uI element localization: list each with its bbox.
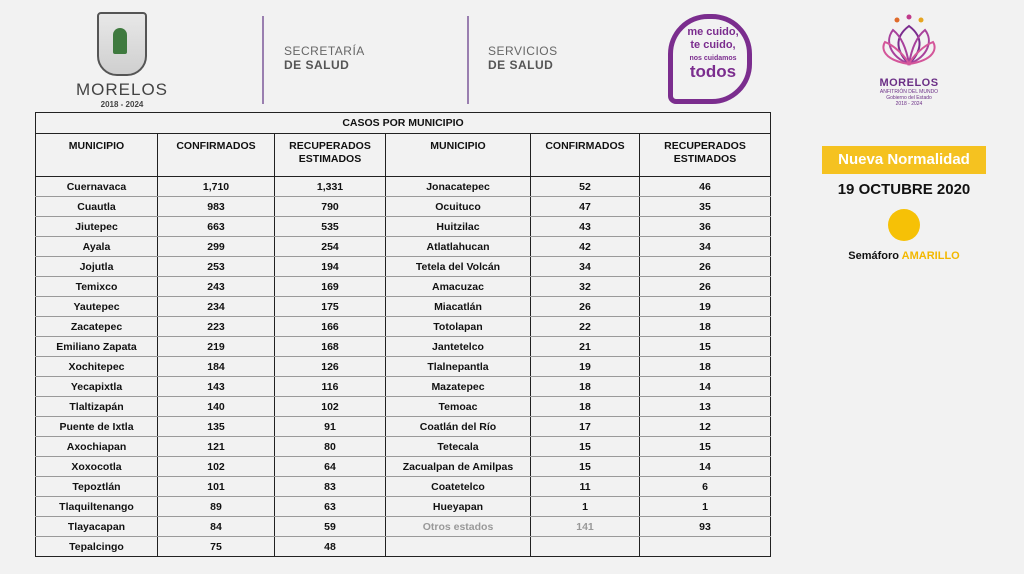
confirmados-cell: 15	[531, 437, 640, 457]
municipio-cell: Tetela del Volcán	[386, 257, 531, 277]
recuperados-cell: 93	[640, 517, 771, 537]
confirmados-cell: 89	[158, 497, 275, 517]
municipio-cell: Axochiapan	[36, 437, 158, 457]
gov-logo-name: MORELOS	[879, 77, 939, 89]
table-row	[36, 397, 771, 417]
confirmados-cell: 21	[531, 337, 640, 357]
confirmados-cell: 663	[158, 217, 275, 237]
municipio-cell: Jantetelco	[386, 337, 531, 357]
recuperados-cell: 102	[275, 397, 386, 417]
col-confirmados: CONFIRMADOS	[158, 134, 275, 177]
municipio-cell: Yecapixtla	[36, 377, 158, 397]
municipio-cell: Tlaltizapán	[36, 397, 158, 417]
servicios-line2: DE SALUD	[488, 58, 554, 72]
confirmados-cell: 223	[158, 317, 275, 337]
confirmados-cell: 983	[158, 197, 275, 217]
table-row	[36, 257, 771, 277]
recuperados-cell: 91	[275, 417, 386, 437]
campaign-logo	[668, 14, 752, 106]
municipio-cell: Xochitepec	[36, 357, 158, 377]
municipio-cell: Cuautla	[36, 197, 158, 217]
municipio-cell: Tepoztlán	[36, 477, 158, 497]
servicios-logo	[488, 44, 558, 72]
municipio-cell: Zacualpan de Amilpas	[386, 457, 531, 477]
confirmados-cell: 1,710	[158, 177, 275, 197]
col-recuperados-line2: ESTIMADOS	[298, 153, 362, 165]
recuperados-cell: 14	[640, 377, 771, 397]
confirmados-cell: 143	[158, 377, 275, 397]
campaign-line2: te cuido,	[690, 39, 736, 51]
confirmados-cell: 299	[158, 237, 275, 257]
recuperados-cell: 12	[640, 417, 771, 437]
recuperados-cell: 48	[275, 537, 386, 557]
confirmados-cell: 75	[158, 537, 275, 557]
confirmados-cell: 17	[531, 417, 640, 437]
confirmados-cell: 243	[158, 277, 275, 297]
secretaria-line2: DE SALUD	[284, 58, 350, 72]
confirmados-cell: 42	[531, 237, 640, 257]
confirmados-cell: 140	[158, 397, 275, 417]
recuperados-cell: 26	[640, 257, 771, 277]
recuperados-cell: 15	[640, 337, 771, 357]
municipio-cell: Huitzilac	[386, 217, 531, 237]
recuperados-cell: 790	[275, 197, 386, 217]
municipio-cell: Cuernavaca	[36, 177, 158, 197]
recuperados-cell: 34	[640, 237, 771, 257]
col-recuperados	[275, 134, 386, 177]
confirmados-cell: 22	[531, 317, 640, 337]
municipio-cell: Hueyapan	[386, 497, 531, 517]
recuperados-cell: 59	[275, 517, 386, 537]
recuperados-cell: 14	[640, 457, 771, 477]
municipio-cell: Tepalcingo	[36, 537, 158, 557]
recuperados-cell: 63	[275, 497, 386, 517]
table-row	[36, 277, 771, 297]
municipio-cell: Temoac	[386, 397, 531, 417]
confirmados-cell: 1	[531, 497, 640, 517]
table-row	[36, 437, 771, 457]
confirmados-cell: 18	[531, 377, 640, 397]
recuperados-cell: 6	[640, 477, 771, 497]
municipio-cell: Ocuituco	[386, 197, 531, 217]
confirmados-cell: 43	[531, 217, 640, 237]
secretaria-logo	[284, 44, 365, 72]
servicios-line1: SERVICIOS	[488, 44, 558, 58]
municipio-cell: Emiliano Zapata	[36, 337, 158, 357]
confirmados-cell: 219	[158, 337, 275, 357]
recuperados-cell: 19	[640, 297, 771, 317]
col-municipio: MUNICIPIO	[386, 134, 531, 177]
col-municipio: MUNICIPIO	[36, 134, 158, 177]
confirmados-cell: 102	[158, 457, 275, 477]
confirmados-cell: 18	[531, 397, 640, 417]
municipio-cell: Jonacatepec	[386, 177, 531, 197]
municipio-cell: Coatlán del Río	[386, 417, 531, 437]
table-row	[36, 417, 771, 437]
municipio-cell: Xoxocotla	[36, 457, 158, 477]
confirmados-cell: 121	[158, 437, 275, 457]
municipio-cell: Mazatepec	[386, 377, 531, 397]
semaforo-value: AMARILLO	[901, 250, 960, 262]
confirmados-cell: 47	[531, 197, 640, 217]
table-row	[36, 377, 771, 397]
table-row	[36, 297, 771, 317]
recuperados-cell: 126	[275, 357, 386, 377]
recuperados-cell: 169	[275, 277, 386, 297]
recuperados-cell: 13	[640, 397, 771, 417]
municipio-cell: Zacatepec	[36, 317, 158, 337]
table-row	[36, 177, 771, 197]
recuperados-cell: 26	[640, 277, 771, 297]
confirmados-cell: 184	[158, 357, 275, 377]
coat-of-arms-icon	[97, 12, 147, 76]
recuperados-cell: 194	[275, 257, 386, 277]
table-row	[36, 357, 771, 377]
status-badge: Nueva Normalidad	[822, 146, 986, 174]
gov-logo-years: 2018 - 2024	[895, 101, 923, 107]
table-row	[36, 237, 771, 257]
municipio-cell: Miacatlán	[386, 297, 531, 317]
municipio-cell: Tetecala	[386, 437, 531, 457]
confirmados-cell: 32	[531, 277, 640, 297]
recuperados-cell: 1	[640, 497, 771, 517]
confirmados-cell: 84	[158, 517, 275, 537]
municipio-cell: Jiutepec	[36, 217, 158, 237]
secretaria-line1: SECRETARÍA	[284, 44, 365, 58]
table-row	[36, 497, 771, 517]
header-divider	[262, 16, 264, 104]
recuperados-cell: 18	[640, 317, 771, 337]
col-recuperados-line2: ESTIMADOS	[673, 153, 737, 165]
confirmados-cell: 11	[531, 477, 640, 497]
recuperados-cell: 36	[640, 217, 771, 237]
table-row	[36, 217, 771, 237]
recuperados-cell: 80	[275, 437, 386, 457]
semaforo-label: Semáforo	[848, 250, 900, 262]
confirmados-cell: 253	[158, 257, 275, 277]
col-recuperados-line1: RECUPERADOS	[664, 140, 746, 152]
confirmados-cell: 234	[158, 297, 275, 317]
gov-logo-sub: Gobierno del Estado	[886, 95, 932, 101]
municipio-cell: Atlatlahucan	[386, 237, 531, 257]
empty-cell	[640, 537, 771, 557]
semaforo-status	[822, 250, 986, 262]
table-title: CASOS POR MUNICIPIO	[36, 113, 771, 134]
municipio-cell: Jojutla	[36, 257, 158, 277]
municipio-cell: Tlayacapan	[36, 517, 158, 537]
table-row	[36, 337, 771, 357]
recuperados-cell: 254	[275, 237, 386, 257]
confirmados-cell: 101	[158, 477, 275, 497]
recuperados-cell: 166	[275, 317, 386, 337]
municipio-cell: Temixco	[36, 277, 158, 297]
municipio-cell: Tlalnepantla	[386, 357, 531, 377]
municipio-cell: Ayala	[36, 237, 158, 257]
col-recuperados	[640, 134, 771, 177]
empty-cell	[531, 537, 640, 557]
government-logo	[868, 12, 950, 107]
otros-estados-cell: Otros estados	[386, 517, 531, 537]
confirmados-cell: 15	[531, 457, 640, 477]
state-logo-name: MORELOS	[75, 80, 169, 99]
campaign-line4: todos	[689, 62, 737, 81]
table-row	[36, 457, 771, 477]
campaign-line3: nos cuidamos	[689, 55, 737, 62]
flower-icon	[879, 12, 939, 72]
recuperados-cell: 168	[275, 337, 386, 357]
recuperados-cell: 46	[640, 177, 771, 197]
table-row	[36, 517, 771, 537]
empty-cell	[386, 537, 531, 557]
recuperados-cell: 1,331	[275, 177, 386, 197]
municipio-cell: Tlaquiltenango	[36, 497, 158, 517]
confirmados-cell: 34	[531, 257, 640, 277]
col-recuperados-line1: RECUPERADOS	[289, 140, 371, 152]
municipio-cell: Puente de Ixtla	[36, 417, 158, 437]
state-logo	[72, 12, 172, 109]
cases-table	[35, 112, 771, 557]
confirmados-cell: 135	[158, 417, 275, 437]
municipio-cell: Amacuzac	[386, 277, 531, 297]
confirmados-cell: 141	[531, 517, 640, 537]
recuperados-cell: 18	[640, 357, 771, 377]
col-confirmados: CONFIRMADOS	[531, 134, 640, 177]
table-row	[36, 477, 771, 497]
recuperados-cell: 535	[275, 217, 386, 237]
municipio-cell: Totolapan	[386, 317, 531, 337]
recuperados-cell: 83	[275, 477, 386, 497]
confirmados-cell: 19	[531, 357, 640, 377]
header-divider	[467, 16, 469, 104]
recuperados-cell: 35	[640, 197, 771, 217]
recuperados-cell: 175	[275, 297, 386, 317]
state-logo-years: 2018 - 2024	[100, 100, 144, 109]
municipio-cell: Yautepec	[36, 297, 158, 317]
report-date: 19 OCTUBRE 2020	[837, 181, 971, 198]
confirmados-cell: 52	[531, 177, 640, 197]
gov-logo-tagline: ANFITRIÓN DEL MUNDO	[879, 89, 939, 95]
table-row	[36, 197, 771, 217]
table-row	[36, 537, 771, 557]
recuperados-cell: 116	[275, 377, 386, 397]
table-row	[36, 317, 771, 337]
campaign-line1: me cuido,	[687, 26, 739, 38]
recuperados-cell: 64	[275, 457, 386, 477]
traffic-light-dot-icon	[888, 209, 920, 241]
recuperados-cell: 15	[640, 437, 771, 457]
confirmados-cell: 26	[531, 297, 640, 317]
municipio-cell: Coatetelco	[386, 477, 531, 497]
